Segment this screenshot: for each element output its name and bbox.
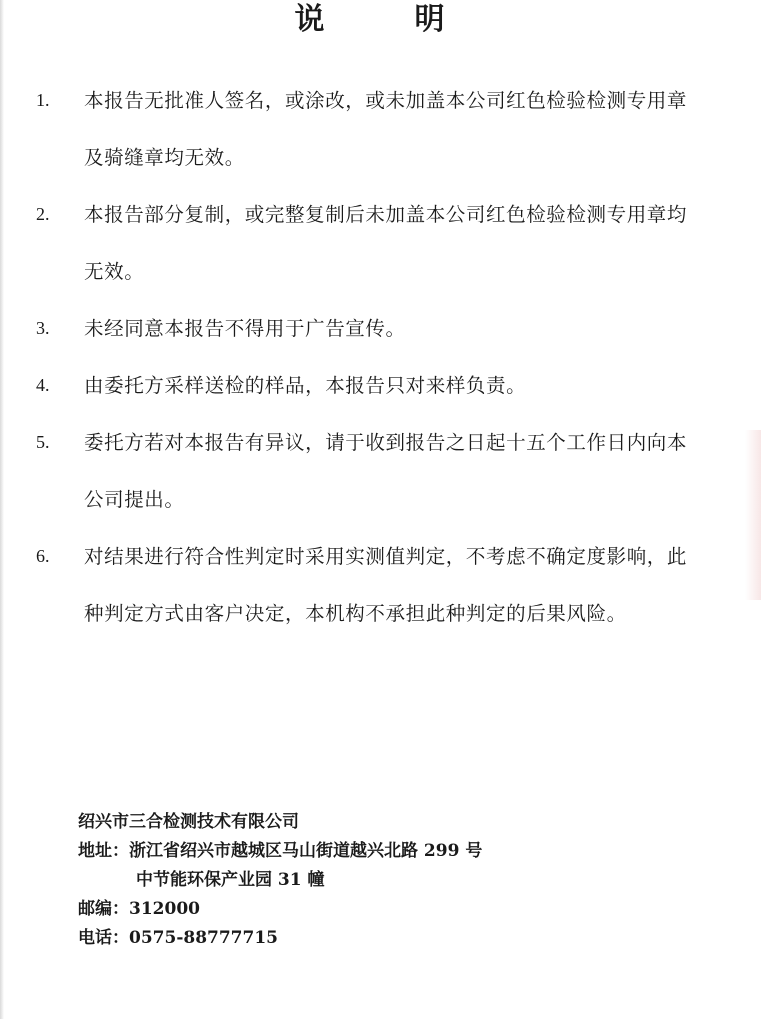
notice-item-text: 本报告部分复制，或完整复制后未加盖本公司红色检验检测专用章均无效。 [84, 203, 688, 283]
notice-item-number: 5. [36, 432, 50, 452]
address-line-1: 浙江省绍兴市越城区马山街道越兴北路 299 号 [129, 841, 483, 861]
notice-item-4 [0, 357, 761, 414]
company-name-text: 绍兴市三合检测技术有限公司 [78, 812, 299, 832]
notice-item-number: 2. [36, 204, 50, 224]
notice-item-number: 3. [36, 318, 50, 338]
phone-label: 电话： [78, 928, 129, 948]
company-name [78, 808, 482, 837]
notice-item-text: 本报告无批准人签名，或涂改，或未加盖本公司红色检验检测专用章及骑缝章均无效。 [84, 89, 688, 169]
phone-row [78, 924, 482, 953]
phone-value: 0575-88777715 [129, 928, 278, 948]
address-label: 地址： [78, 841, 129, 861]
address-row-2 [78, 866, 482, 895]
notice-item-text: 委托方若对本报告有异议，请于收到报告之日起十五个工作日内向本公司提出。 [84, 431, 688, 511]
address-line-2: 中节能环保产业园 31 幢 [136, 870, 325, 890]
notice-item-5 [0, 414, 761, 528]
notice-item-2 [0, 186, 761, 300]
notice-list [0, 72, 761, 642]
page-title: 说 明 [294, 2, 475, 37]
notice-item-text: 对结果进行符合性判定时采用实测值判定，不考虑不确定度影响，此种判定方式由客户决定，本机构不承担此种判定的后果风险。 [84, 545, 688, 625]
postcode-value: 312000 [129, 899, 200, 919]
notice-item-6 [0, 528, 761, 642]
notice-item-3 [0, 300, 761, 357]
notice-item-text: 由委托方采样送检的样品，本报告只对来样负责。 [84, 374, 527, 397]
notice-item-number: 4. [36, 375, 50, 395]
address-row [78, 837, 482, 866]
company-contact-block [78, 808, 482, 953]
notice-item-1 [0, 72, 761, 186]
postcode-row [78, 895, 482, 924]
notice-item-text: 未经同意本报告不得用于广告宣传。 [84, 317, 406, 340]
notice-item-number: 1. [36, 90, 50, 110]
postcode-label: 邮编： [78, 899, 129, 919]
notice-item-number: 6. [36, 546, 50, 566]
